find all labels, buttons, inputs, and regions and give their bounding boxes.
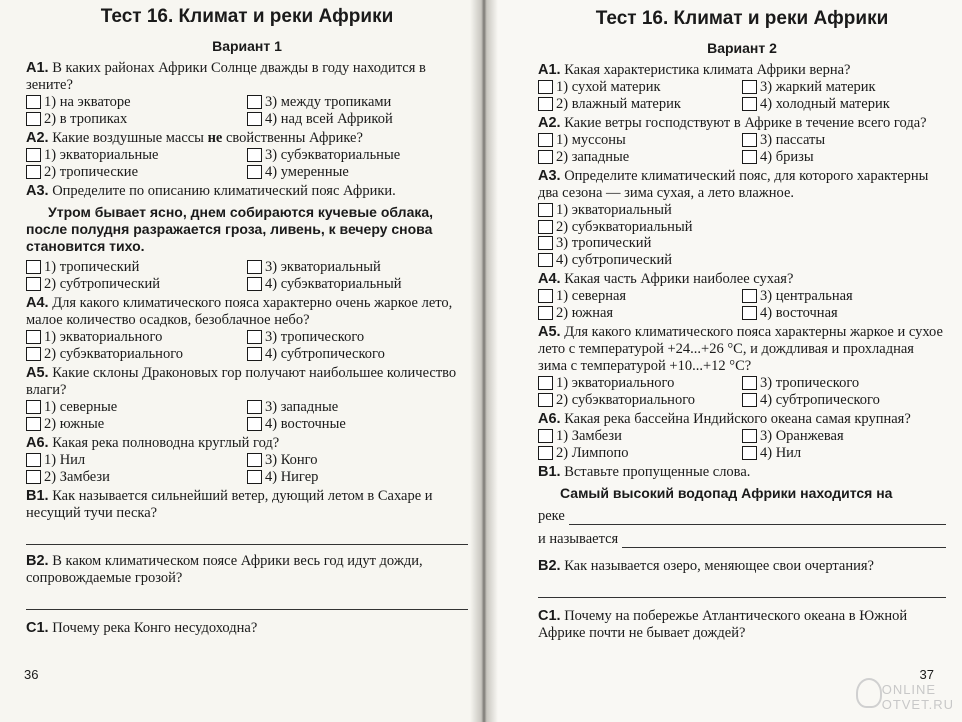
page-title: Тест 16. Климат и реки Африки — [100, 6, 394, 27]
checkbox[interactable] — [247, 347, 262, 361]
question-a4 — [26, 295, 468, 329]
option[interactable] — [538, 202, 946, 219]
checkbox[interactable] — [538, 429, 553, 443]
question-number: В1. — [26, 488, 49, 504]
answer-line[interactable] — [26, 587, 468, 610]
option-label: 3) жаркий материк — [760, 79, 876, 95]
options-a1 — [26, 94, 468, 127]
question-number: А4. — [538, 271, 561, 287]
options-a6 — [26, 452, 468, 485]
question-text: Какая река полноводна круглый год? — [52, 435, 280, 451]
option-label: 3) тропического — [265, 329, 365, 345]
checkbox[interactable] — [26, 95, 41, 109]
option[interactable] — [538, 252, 946, 269]
option[interactable] — [26, 346, 247, 363]
options-a5 — [26, 399, 468, 432]
question-number: А3. — [538, 168, 561, 184]
option-label: 1) муссоны — [556, 132, 626, 148]
question-text: В каком климатическом поясе Африки весь год идут дожди, сопровождаемые грозой? — [26, 553, 423, 586]
question-number: А1. — [26, 60, 49, 76]
checkbox[interactable] — [538, 133, 553, 147]
option[interactable] — [26, 259, 247, 276]
question-a1 — [538, 62, 946, 79]
option[interactable] — [26, 416, 247, 433]
question-text: Почему река Конго несудоходна? — [52, 620, 258, 636]
option-label: 2) западные — [556, 148, 630, 165]
option[interactable] — [742, 79, 946, 96]
option-label: 2) субэкваториальный — [556, 218, 693, 235]
lightbulb-icon — [856, 678, 882, 708]
question-number: А3. — [26, 183, 49, 199]
watermark — [882, 682, 954, 712]
question-a5 — [26, 365, 468, 399]
page-number: 36 — [24, 667, 39, 682]
checkbox[interactable] — [26, 165, 41, 179]
option-label: 4) над всей Африкой — [265, 110, 393, 127]
checkbox[interactable] — [247, 165, 262, 179]
option[interactable] — [538, 219, 946, 236]
checkbox[interactable] — [742, 429, 757, 443]
watermark-text: ONLINE — [881, 682, 937, 697]
options-a4 — [538, 288, 946, 321]
checkbox[interactable] — [538, 289, 553, 303]
option-label: 4) восточная — [760, 304, 838, 321]
option[interactable] — [247, 416, 468, 433]
option[interactable] — [26, 452, 247, 469]
checkbox[interactable] — [26, 277, 41, 291]
option[interactable] — [742, 149, 946, 166]
question-number: А2. — [26, 130, 49, 146]
checkbox[interactable] — [247, 112, 262, 126]
answer-line[interactable] — [538, 575, 946, 598]
question-number: А5. — [26, 365, 49, 381]
fill-in-row — [538, 508, 946, 525]
question-text-emphasis: не — [207, 130, 223, 146]
option-label: 2) субэкваториального — [556, 391, 696, 408]
page-number: 37 — [919, 667, 934, 682]
option-label: 4) субтропического — [760, 391, 880, 408]
option[interactable] — [538, 132, 742, 149]
option[interactable] — [26, 329, 247, 346]
question-c1 — [538, 608, 946, 642]
question-a6 — [538, 411, 946, 428]
option[interactable] — [538, 375, 742, 392]
checkbox[interactable] — [26, 112, 41, 126]
checkbox[interactable] — [742, 289, 757, 303]
checkbox[interactable] — [742, 393, 757, 407]
option-label: 2) южные — [44, 415, 105, 432]
question-a5 — [538, 324, 946, 375]
option[interactable] — [538, 445, 742, 462]
option[interactable] — [538, 149, 742, 166]
option-label: 4) Нил — [760, 444, 802, 461]
question-number: А6. — [538, 411, 561, 427]
option-label: 2) южная — [556, 304, 614, 321]
question-text: Какая река бассейна Индийского океана самая крупная? — [564, 411, 911, 427]
option[interactable] — [247, 346, 468, 363]
options-a3 — [538, 202, 946, 268]
option[interactable] — [538, 96, 742, 113]
option-label: 1) северная — [556, 288, 627, 304]
checkbox[interactable] — [26, 453, 41, 467]
option-label: 3) пассаты — [760, 132, 826, 148]
question-text: Как называется озеро, меняющее свои очертания? — [564, 558, 874, 574]
checkbox[interactable] — [26, 417, 41, 431]
question-a6 — [26, 435, 468, 452]
question-text: Какие воздушные массы — [52, 130, 208, 146]
option[interactable] — [247, 164, 468, 181]
option[interactable] — [26, 164, 247, 181]
question-a3 — [538, 168, 946, 202]
option-label: 4) умеренные — [265, 163, 349, 180]
option-label: 3) субэкваториальные — [265, 147, 401, 163]
option-label: 3) тропического — [760, 375, 860, 391]
question-a3 — [26, 183, 468, 200]
option[interactable] — [742, 132, 946, 149]
option-label: 2) Лимпопо — [556, 444, 629, 461]
option-label: 3) западные — [265, 399, 339, 415]
question-text: свойственны Африке? — [222, 130, 363, 146]
question-a2 — [538, 115, 946, 132]
question-text: Какие ветры господствуют в Африке в течение всего года? — [564, 115, 927, 131]
checkbox[interactable] — [538, 203, 553, 217]
question-number: С1. — [538, 608, 561, 624]
question-text: В каких районах Африки Солнце дважды в году находится в зените? — [26, 60, 426, 93]
option[interactable] — [26, 111, 247, 128]
question-a2 — [26, 130, 468, 147]
checkbox[interactable] — [26, 330, 41, 344]
option-label: 3) центральная — [760, 288, 853, 304]
question-number: А5. — [538, 324, 561, 340]
option[interactable] — [247, 399, 468, 416]
question-text: Определите по описанию климатический пояс Африки. — [52, 183, 396, 199]
option-label: 3) экваториальный — [265, 259, 381, 275]
checkbox[interactable] — [247, 417, 262, 431]
option-label: 2) в тропиках — [44, 110, 128, 127]
option-label: 4) субэкваториальный — [265, 275, 402, 292]
checkbox[interactable] — [538, 97, 553, 111]
question-number: В2. — [538, 558, 561, 574]
checkbox[interactable] — [742, 150, 757, 164]
option-label: 2) субтропический — [44, 275, 161, 292]
fill-in-label: реке — [538, 508, 565, 524]
option[interactable] — [26, 469, 247, 486]
fill-in-row — [538, 531, 946, 548]
option-label: 3) между тропиками — [265, 94, 392, 110]
option[interactable] — [247, 469, 468, 486]
page-title: Тест 16. Климат и реки Африки — [595, 8, 889, 29]
fill-in-label: и называется — [538, 531, 619, 547]
options-a3 — [26, 259, 468, 292]
question-text: Вставьте пропущенные слова. — [564, 464, 751, 480]
option-label: 3) Конго — [265, 452, 318, 468]
checkbox[interactable] — [742, 97, 757, 111]
options-a5 — [538, 375, 946, 408]
option-label: 4) Нигер — [265, 468, 319, 485]
option-label: 1) сухой материк — [556, 79, 661, 95]
fill-in-passage: Самый высокий водопад Африки находится на — [560, 485, 893, 501]
option[interactable] — [247, 452, 468, 469]
watermark-text: OTVET.RU — [881, 697, 954, 712]
checkbox[interactable] — [742, 376, 757, 390]
question-text: Как называется сильнейший ветер, дующий летом в Сахаре и несущий тучи песка? — [26, 488, 433, 521]
option-label: 4) субтропический — [556, 251, 673, 268]
checkbox[interactable] — [538, 393, 553, 407]
option[interactable] — [538, 428, 742, 445]
option[interactable] — [538, 288, 742, 305]
option[interactable] — [247, 94, 468, 111]
option-label: 4) бризы — [760, 148, 814, 165]
option-label: 4) восточные — [265, 415, 346, 432]
question-number: А6. — [26, 435, 49, 451]
question-text: Почему на побережье Атлантического океана в Южной Африке почти не бывает дождей? — [538, 608, 908, 641]
book-spine — [470, 0, 498, 722]
right-page — [486, 0, 962, 722]
option-label: 2) влажный материк — [556, 95, 681, 112]
option-label: 2) субэкваториального — [44, 345, 184, 362]
option[interactable] — [26, 399, 247, 416]
checkbox[interactable] — [742, 133, 757, 147]
option-label: 3) Оранжевая — [760, 428, 844, 444]
question-b2 — [26, 553, 468, 587]
option-label: 2) тропические — [44, 163, 139, 180]
checkbox[interactable] — [247, 470, 262, 484]
checkbox[interactable] — [247, 330, 262, 344]
option-label: 4) субтропического — [265, 345, 385, 362]
fill-in-blank[interactable] — [622, 531, 946, 548]
fill-in-blank[interactable] — [569, 508, 946, 525]
question-b1 — [26, 488, 468, 522]
checkbox[interactable] — [742, 306, 757, 320]
checkbox[interactable] — [742, 80, 757, 94]
question-a4 — [538, 271, 946, 288]
question-text: Для какого климатического пояса характерны жаркое и сухое лето с температурой +24...+26 °С, и дождливая и прохладная зима с температурой +10...+12 °С? — [538, 324, 943, 374]
checkbox[interactable] — [538, 220, 553, 234]
option[interactable] — [247, 147, 468, 164]
option-label: 1) тропический — [44, 259, 140, 275]
option-label: 1) экваториального — [44, 329, 163, 345]
option-label: 1) экваториальный — [556, 202, 672, 218]
checkbox[interactable] — [247, 260, 262, 274]
option-label: 1) Нил — [44, 452, 86, 468]
option-label: 1) экваториального — [556, 375, 675, 391]
option[interactable] — [742, 392, 946, 409]
checkbox[interactable] — [742, 446, 757, 460]
option-label: 2) Замбези — [44, 468, 110, 485]
answer-line[interactable] — [26, 522, 468, 545]
checkbox[interactable] — [538, 80, 553, 94]
option-label: 3) тропический — [556, 235, 652, 251]
question-b1 — [538, 464, 946, 481]
checkbox[interactable] — [538, 306, 553, 320]
option[interactable] — [26, 94, 247, 111]
checkbox[interactable] — [26, 260, 41, 274]
checkbox[interactable] — [538, 150, 553, 164]
checkbox[interactable] — [538, 376, 553, 390]
options-a2 — [26, 147, 468, 180]
option[interactable] — [538, 392, 742, 409]
option-label: 1) на экваторе — [44, 94, 131, 110]
variant-heading: Вариант 2 — [707, 40, 777, 56]
question-b2 — [538, 558, 946, 575]
option-label: 4) холодный материк — [760, 95, 890, 112]
question-number: В2. — [26, 553, 49, 569]
option[interactable] — [742, 375, 946, 392]
question-number: А2. — [538, 115, 561, 131]
option[interactable] — [538, 235, 946, 252]
question-number: В1. — [538, 464, 561, 480]
checkbox[interactable] — [26, 470, 41, 484]
option[interactable] — [26, 276, 247, 293]
question-text: Для какого климатического пояса характерно очень жаркое лето, малое количество осадков, безоблачное небо? — [26, 295, 453, 328]
checkbox[interactable] — [247, 400, 262, 414]
checkbox[interactable] — [247, 453, 262, 467]
option[interactable] — [742, 428, 946, 445]
option-label: 1) Замбези — [556, 428, 622, 444]
question-text: Определите климатический пояс, для которого характерны два сезона — зима сухая, а лето влажное. — [538, 168, 929, 201]
question-a1 — [26, 60, 468, 94]
option-label: 1) экваториальные — [44, 147, 159, 163]
options-a4 — [26, 329, 468, 362]
question-number: А1. — [538, 62, 561, 78]
option[interactable] — [247, 259, 468, 276]
option[interactable] — [538, 305, 742, 322]
option[interactable] — [742, 96, 946, 113]
option[interactable] — [247, 329, 468, 346]
checkbox[interactable] — [538, 446, 553, 460]
options-a1 — [538, 79, 946, 112]
option[interactable] — [247, 276, 468, 293]
checkbox[interactable] — [26, 347, 41, 361]
question-number: С1. — [26, 620, 49, 636]
options-a6 — [538, 428, 946, 461]
option[interactable] — [26, 147, 247, 164]
question-number: А4. — [26, 295, 49, 311]
checkbox[interactable] — [26, 400, 41, 414]
option[interactable] — [742, 445, 946, 462]
checkbox[interactable] — [247, 277, 262, 291]
checkbox[interactable] — [247, 148, 262, 162]
options-a2 — [538, 132, 946, 165]
description-passage: Утром бывает ясно, днем собираются кучевые облака, после полудня разражается гроза, ливень, к вечеру снова становится тихо. — [26, 204, 434, 254]
option[interactable] — [247, 111, 468, 128]
checkbox[interactable] — [538, 253, 553, 267]
option-label: 1) северные — [44, 399, 118, 415]
question-text: Какая характеристика климата Африки верна? — [564, 62, 851, 78]
checkbox[interactable] — [26, 148, 41, 162]
option[interactable] — [742, 305, 946, 322]
question-text: Какая часть Африки наиболее сухая? — [564, 271, 794, 287]
option[interactable] — [538, 79, 742, 96]
variant-heading: Вариант 1 — [212, 38, 282, 54]
option[interactable] — [742, 288, 946, 305]
question-text: Какие склоны Драконовых гор получают наибольшее количество влаги? — [26, 365, 457, 398]
checkbox[interactable] — [538, 236, 553, 250]
checkbox[interactable] — [247, 95, 262, 109]
question-c1 — [26, 620, 468, 637]
